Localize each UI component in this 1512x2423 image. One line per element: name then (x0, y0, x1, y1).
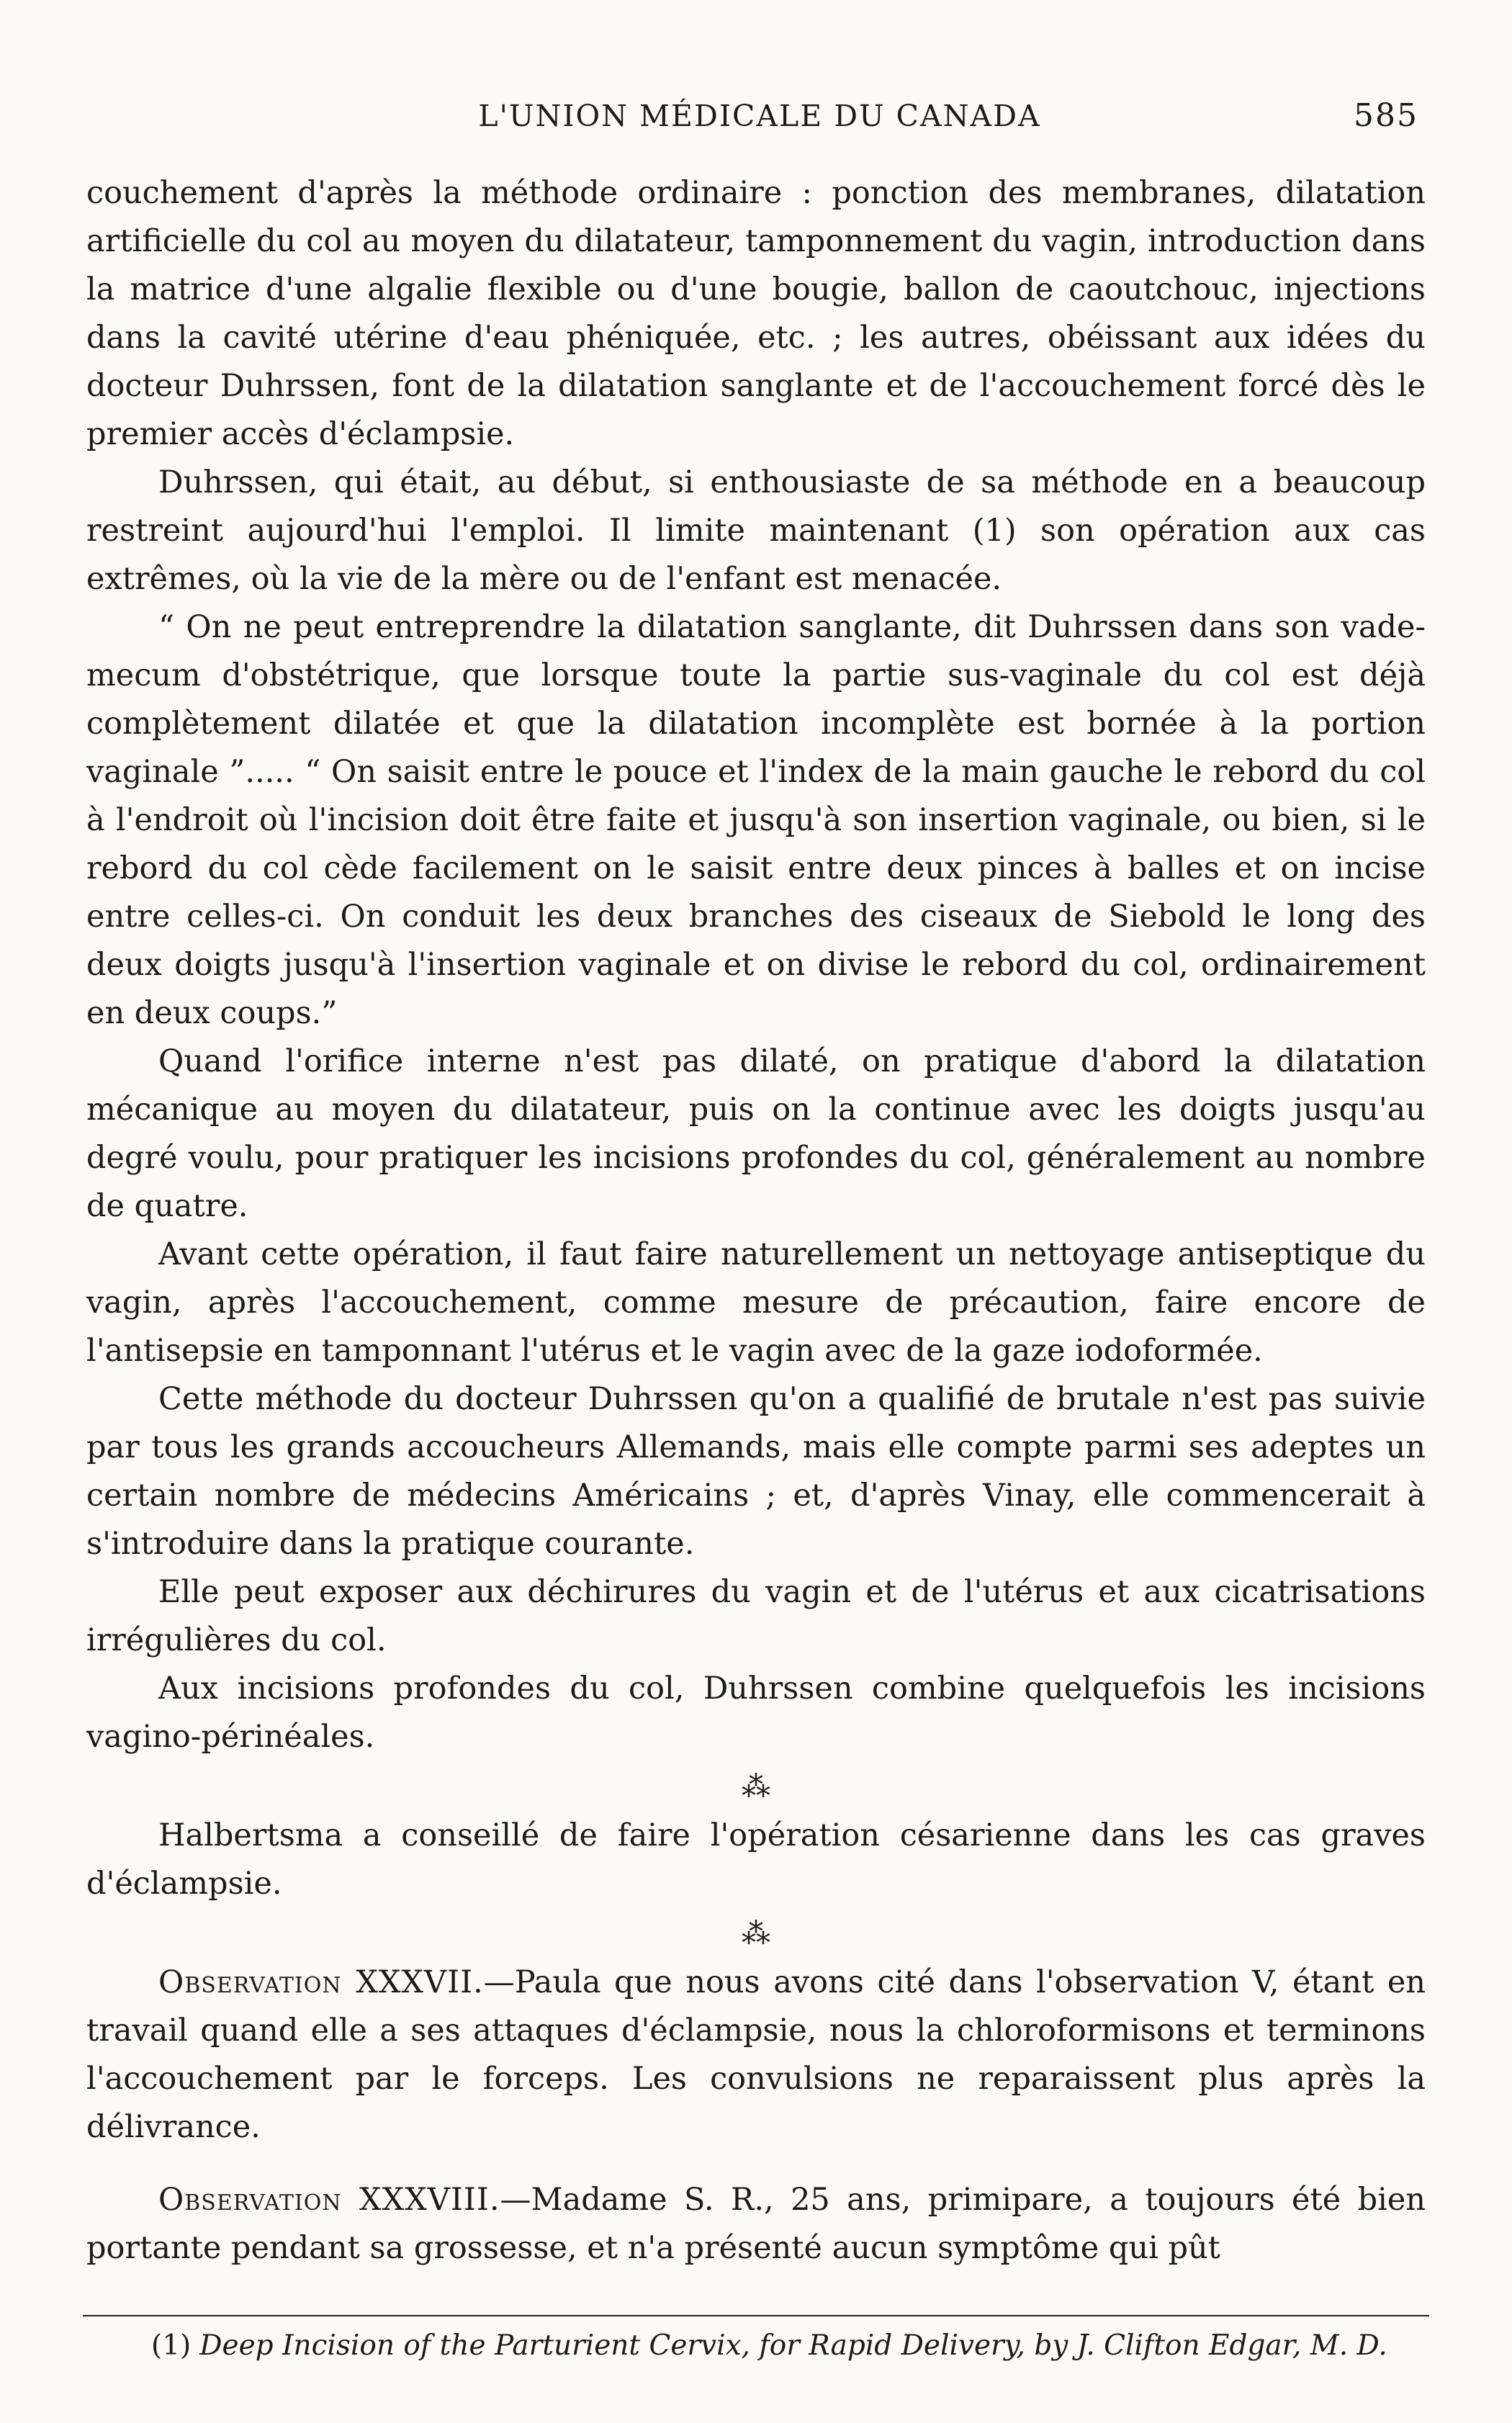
section-separator: ⁂ (742, 1771, 770, 1804)
observation-text: —Madame S. R., 25 ans, primipare, a toujours été bien portante pendant sa grossesse, et n'a présenté aucun symptôme qui pût (86, 2182, 1426, 2266)
footnote-text: Deep Incision of the Parturient Cervix, for Rapid Delivery, by J. Clifton Edgar, M. D. (199, 2329, 1387, 2362)
running-header (166, 97, 1418, 134)
section-separator: ⁂ (742, 1918, 770, 1951)
body-text (86, 169, 1426, 2273)
paragraph-quote: “ On ne peut entreprendre la dilatation sanglante, dit Duhrssen dans son vade-mecum d'obstétrique, que lorsque toute la partie sus-vaginale du col est déjà complètement dilatée et que la dilatation incomplète est bornée à la portion vaginale ”..... “ On saisit entre le pouce et l'index de la main gauche le rebord du col à l'endroit où l'incision doit être faite et jusqu'à son insertion vaginale, ou bien, si le rebord du col cède facilement on le saisit entre deux pinces à balles et on incise entre celles-ci. On conduit les deux branches des ciseaux de Siebold le long des deux doigts jusqu'à l'insertion vaginale et on divise le rebord du col, ordinairement en deux coups.” (86, 609, 1426, 1031)
observation-label: Observation XXXVIII. (158, 2182, 500, 2218)
paragraph: Cette méthode du docteur Duhrssen qu'on a qualifié de brutale n'est pas suivie par tous les grands accoucheurs Allemands, mais elle compte parmi ses adeptes un certain nombre de médecins Américains ; et, d'après Vinay, elle commencerait à s'introduire dans la pratique courante. (86, 1381, 1426, 1562)
footnote-rule (83, 2315, 1429, 2316)
paragraph-halbertsma: Halbertsma a conseillé de faire l'opération césarienne dans les cas graves d'éclampsie. (86, 1817, 1426, 1902)
observation-38 (86, 2176, 1426, 2273)
paragraph: Quand l'orifice interne n'est pas dilaté, on pratique d'abord la dilatation mécanique au moyen du dilatateur, puis on la continue avec les doigts jusqu'au degré voulu, pour pratiquer les incisions profondes du col, généralement au nombre de quatre. (86, 1043, 1426, 1224)
footnote-mark: (1) (151, 2329, 192, 2362)
paragraph: Avant cette opération, il faut faire naturellement un nettoyage antiseptique du vagin, après l'accouchement, comme mesure de précaution, faire encore de l'antisepsie en tamponnant l'utérus et le vagin avec de la gaze iodoformée. (86, 1236, 1426, 1369)
paragraph: Elle peut exposer aux déchirures du vagin et de l'utérus et aux cicatrisations irrégulières du col. (86, 1574, 1426, 1658)
journal-title: L'UNION MÉDICALE DU CANADA (478, 99, 1041, 133)
paragraph-continuation: couchement d'après la méthode ordinaire : ponction des membranes, dilatation artificielle du col au moyen du dilatateur, tamponnement du vagin, introduction dans la matrice d'une algalie flexible ou d'une bougie, ballon de caoutchouc, injections dans la cavité utérine d'eau phéniquée, etc. ; les autres, obéissant aux idées du docteur Duhrssen, font de la dilatation sanglante et de l'accouchement forcé dès le premier accès d'éclampsie. (86, 175, 1426, 452)
page-number: 585 (1354, 97, 1418, 134)
paragraph: Duhrssen, qui était, au début, si enthousiaste de sa méthode en a beaucoup restreint aujourd'hui l'emploi. Il limite maintenant (1) son opération aux cas extrêmes, où la vie de la mère ou de l'enfant est menacée. (86, 464, 1426, 597)
observation-37 (86, 1959, 1426, 2152)
observation-label: Observation XXXVII. (158, 1964, 484, 2000)
observation-text: —Paula que nous avons cité dans l'observation V, étant en travail quand elle a ses attaques d'éclampsie, nous la chloroformisons et terminons l'accouchement par le forceps. Les convulsions ne reparaissent plus après la délivrance. (86, 1964, 1426, 2145)
footnote (151, 2329, 1426, 2362)
paragraph: Aux incisions profondes du col, Duhrssen combine quelquefois les incisions vagino-périnéales. (86, 1671, 1426, 1755)
